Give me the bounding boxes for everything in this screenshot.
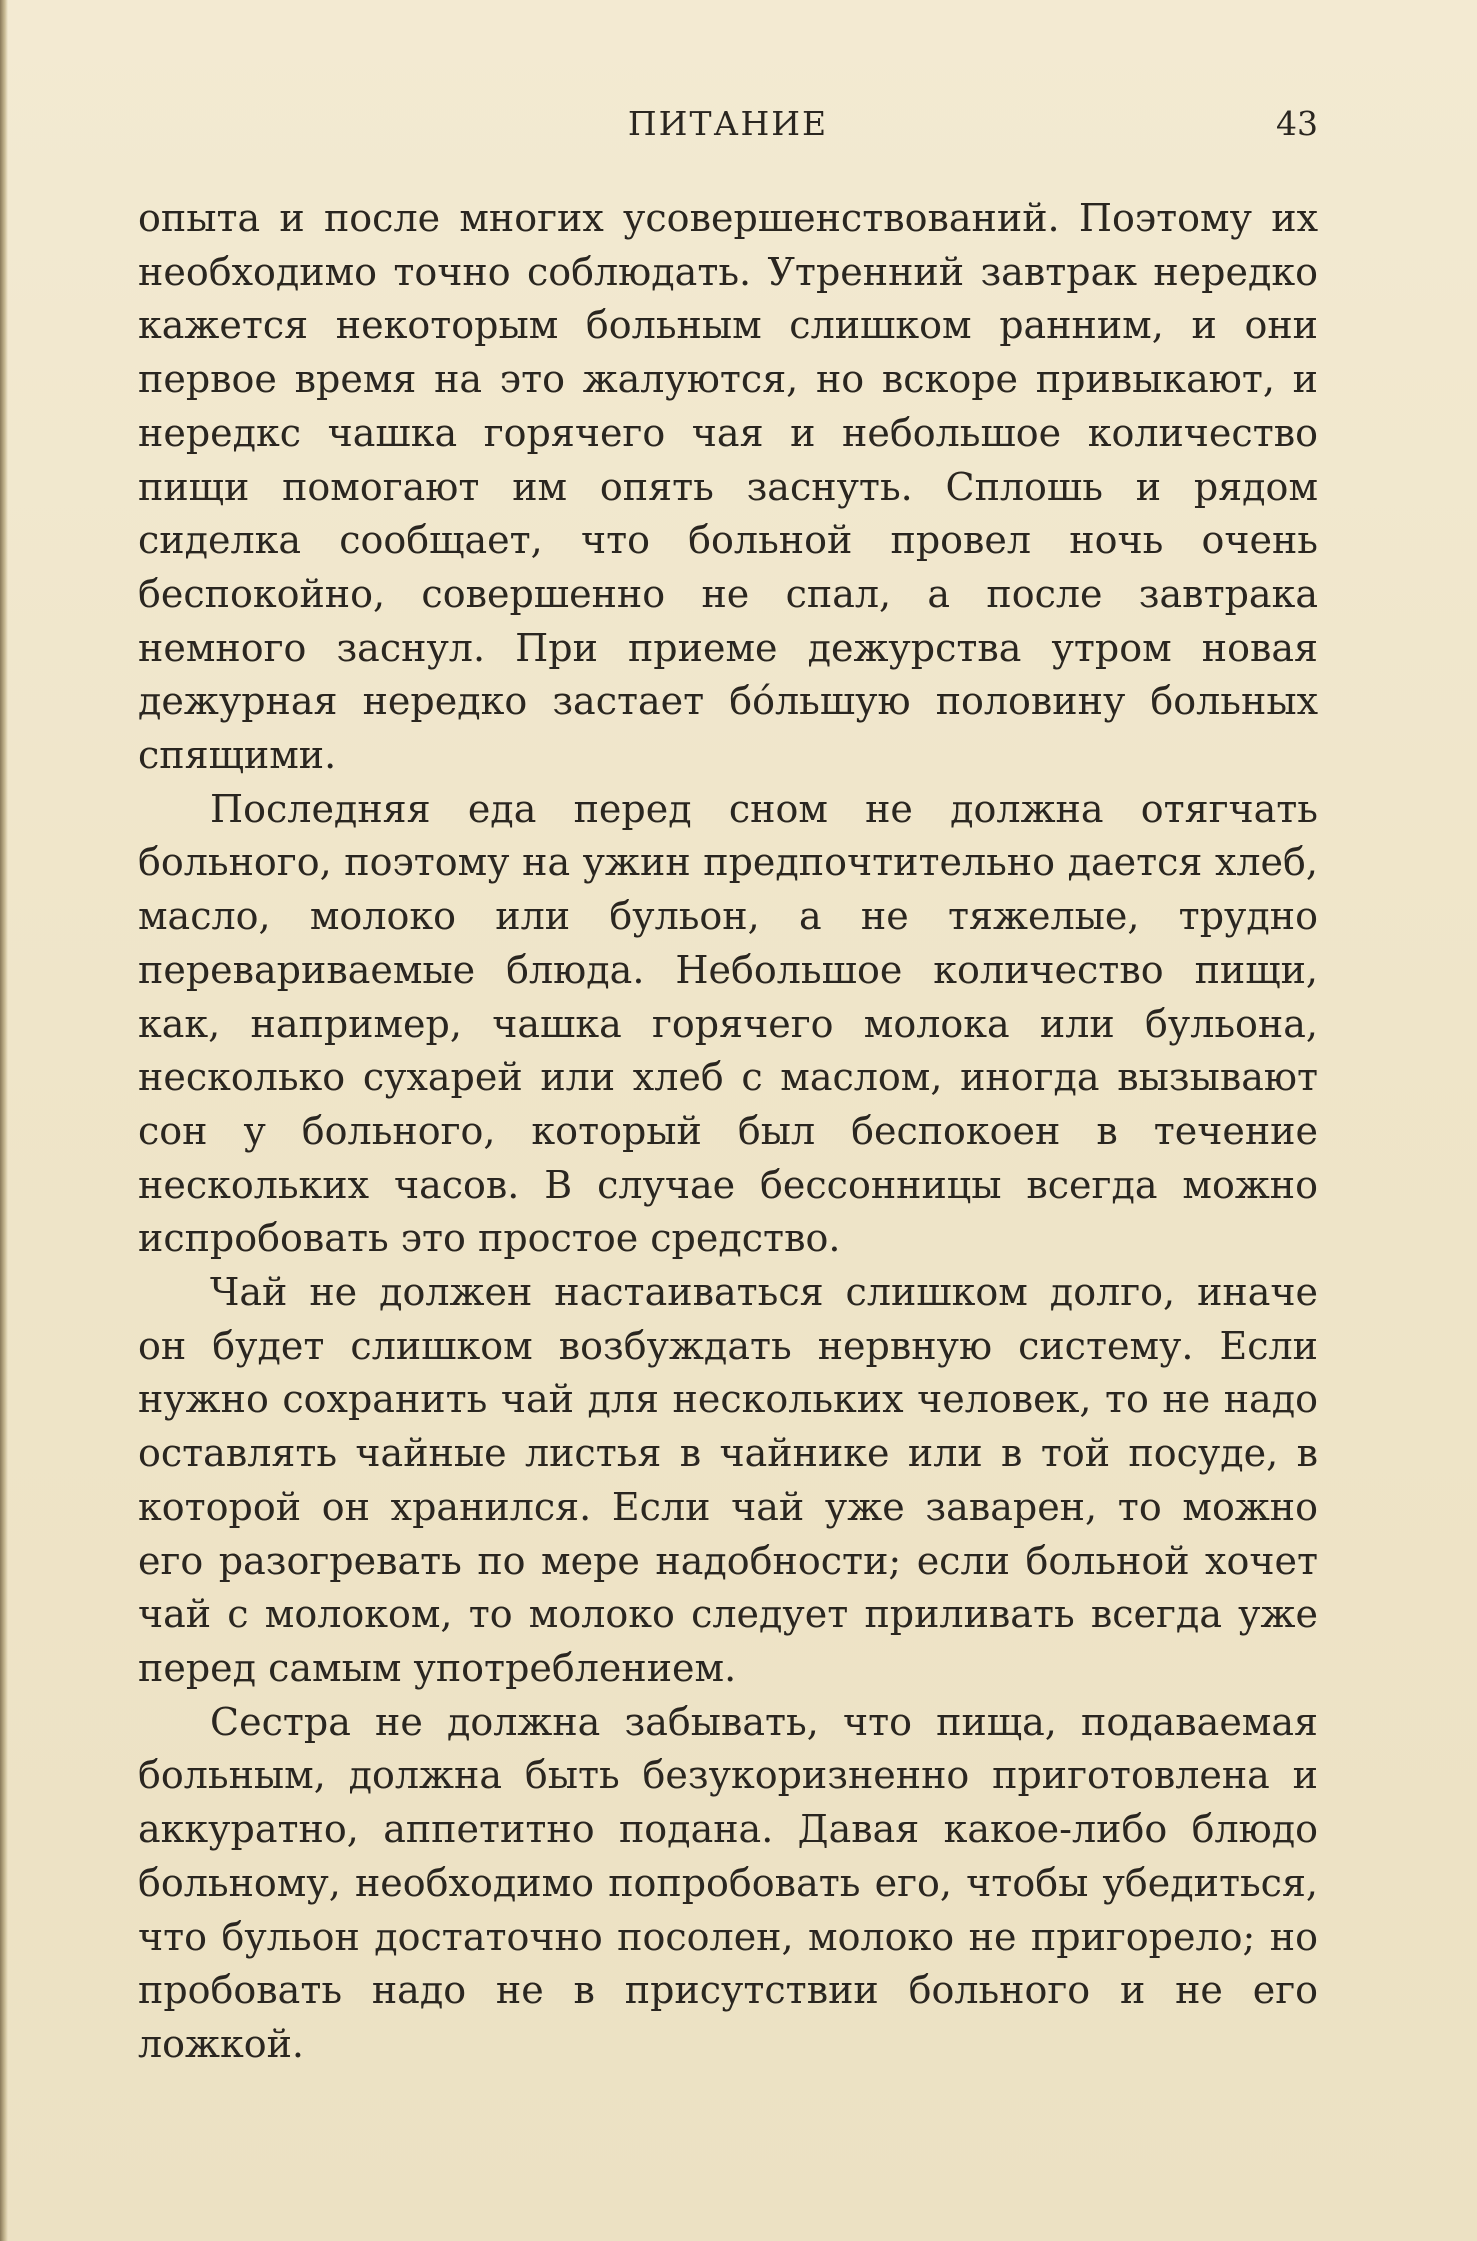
chapter-title: ПИТАНИЕ xyxy=(627,104,829,143)
page-number: 43 xyxy=(1276,104,1318,143)
paragraph-2: Последняя еда перед сном не должна отягчать больного, поэтому на ужин предпочтительно дается хлеб, масло, молоко или бульон, а не тяжелые, трудно перевариваемые блюда. Небольшое количество пищи, как, например, чашка горячего молока или бульона, несколько сухарей или хлеб с маслом, иногда вызывают сон у больного, который был беспокоен в течение нескольких часов. В случае бессонницы всегда можно испробовать это простое средство. xyxy=(138,786,1318,1261)
running-header xyxy=(138,104,1318,154)
paragraph-3: Чай не должен настаиваться слишком долго, иначе он будет слишком возбуждать нервную систему. Если нужно сохранить чай для нескольких человек, то не надо оставлять чайные листья в чайнике или в той посуде, в которой он хранился. Если чай уже заварен, то можно его разогревать по мере надобности; если больной хочет чай с молоком, то молоко следует приливать всегда уже перед самым употреблением. xyxy=(138,1270,1318,1690)
page-edge-shadow xyxy=(0,0,8,2241)
paragraph-1: опыта и после многих усовершенствований. Поэтому их необходимо точно соблюдать. Утренний завтрак нередко кажется некоторым больным слишком ранним, и они первое время на это жалуются, но вскоре привыкают, и нередкс чашка горячего чая и небольшое количество пищи помогают им опять заснуть. Сплошь и рядом сиделка сообщает, что больной провел ночь очень беспокойно, совершенно не спал, а после завтрака немного заснул. При приеме дежурства утром новая дежурная нередко застает бо́льшую половину больных спящими. xyxy=(138,196,1318,778)
paragraph-4: Сестра не должна забывать, что пища, подаваемая больным, должна быть безукоризненно приготовлена и аккуратно, аппетитно подана. Давая какое-либо блюдо больному, необходимо попробовать его, чтобы убедиться, что бульон достаточно посолен, молоко не пригорело; но пробовать надо не в присутствии больного и не его ложкой. xyxy=(138,1699,1318,2066)
body-text xyxy=(138,192,1318,2072)
